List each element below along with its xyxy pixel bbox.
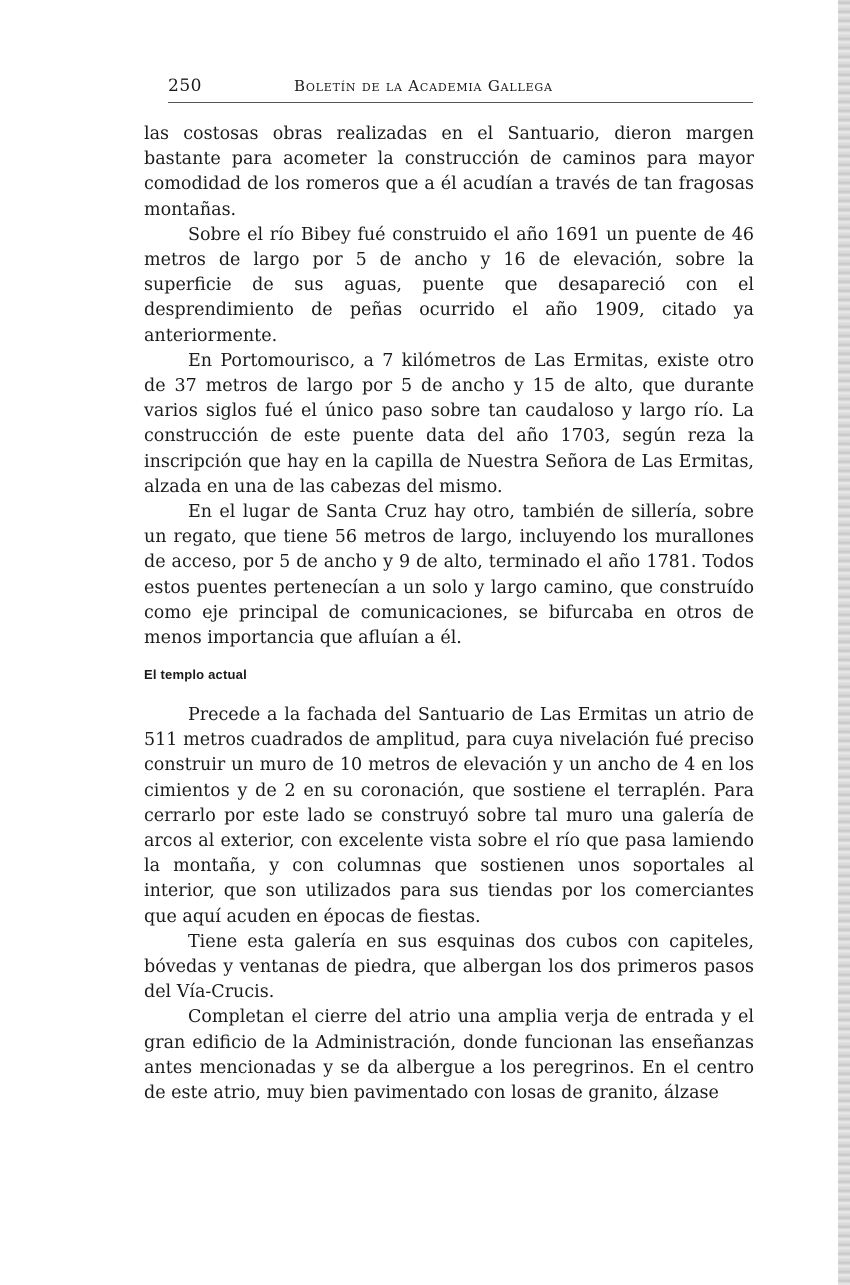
paragraph: Completan el cierre del atrio una amplia verja de entrada y el gran edificio de la Administración, donde funcionan las enseñanzas antes mencionadas y se da albergue a los peregrinos. En el centro de este atrio, muy bien pavimentado con losas de granito, álzase xyxy=(144,1007,754,1104)
section-bridges xyxy=(144,122,754,651)
page-edge-shadow xyxy=(838,0,850,1285)
running-header xyxy=(168,76,753,103)
paragraph: Precede a la fachada del Santuario de Las Ermitas un atrio de 511 metros cuadrados de amplitud, para cuya nivelación fué preciso construir un muro de 10 metros de elevación y un ancho de 4 en los cimientos y de 2 en su coronación, que sostiene el terraplén. Para cerrarlo por este lado se construyó sobre tal muro una galería de arcos al exterior, con excelente vista sobre el río que pasa lamiendo la montaña, y con columnas que sostienen unos soportales al interior, que son utilizados para sus tiendas por los comerciantes que aquí acuden en épocas de fiestas. xyxy=(144,705,754,927)
paragraph: las costosas obras realizadas en el Santuario, dieron margen bastante para acometer la construcción de caminos para mayor comodidad de los romeros que a él acudían a través de tan fragosas montañas. xyxy=(144,124,754,220)
section-heading: El templo actual xyxy=(144,667,247,682)
paragraph: Tiene esta galería en sus esquinas dos cubos con capiteles, bóvedas y ventanas de piedra, que albergan los dos primeros pasos del Vía-Crucis. xyxy=(144,931,754,1003)
section-temple xyxy=(144,703,754,1106)
page-number: 250 xyxy=(168,76,202,96)
running-title: Boletín de la Academia Gallega xyxy=(294,77,553,95)
paragraph: En Portomourisco, a 7 kilómetros de Las Ermitas, existe otro de 37 metros de largo por 5 de ancho y 15 de alto, que durante varios siglos fué el único paso sobre tan caudaloso y largo río. La construcción de este puente data del año 1703, según reza la inscripción que hay en la capilla de Nuestra Señora de Las Ermitas, alzada en una de las cabezas del mismo. xyxy=(144,350,754,497)
paragraph: Sobre el río Bibey fué construido el año 1691 un puente de 46 metros de largo por 5 de ancho y 16 de elevación, sobre la superficie de sus aguas, puente que desapareció con el desprendimiento de peñas ocurrido el año 1909, citado ya anteriormente. xyxy=(144,224,754,346)
paragraph: En el lugar de Santa Cruz hay otro, también de sillería, sobre un regato, que tiene 56 metros de largo, incluyendo los murallones de acceso, por 5 de ancho y 9 de alto, terminado el año 1781. Todos estos puentes pertenecían a un solo y largo camino, que construído como eje principal de comunicaciones, se bifurcaba en otros de menos importancia que afluían a él. xyxy=(144,502,754,649)
